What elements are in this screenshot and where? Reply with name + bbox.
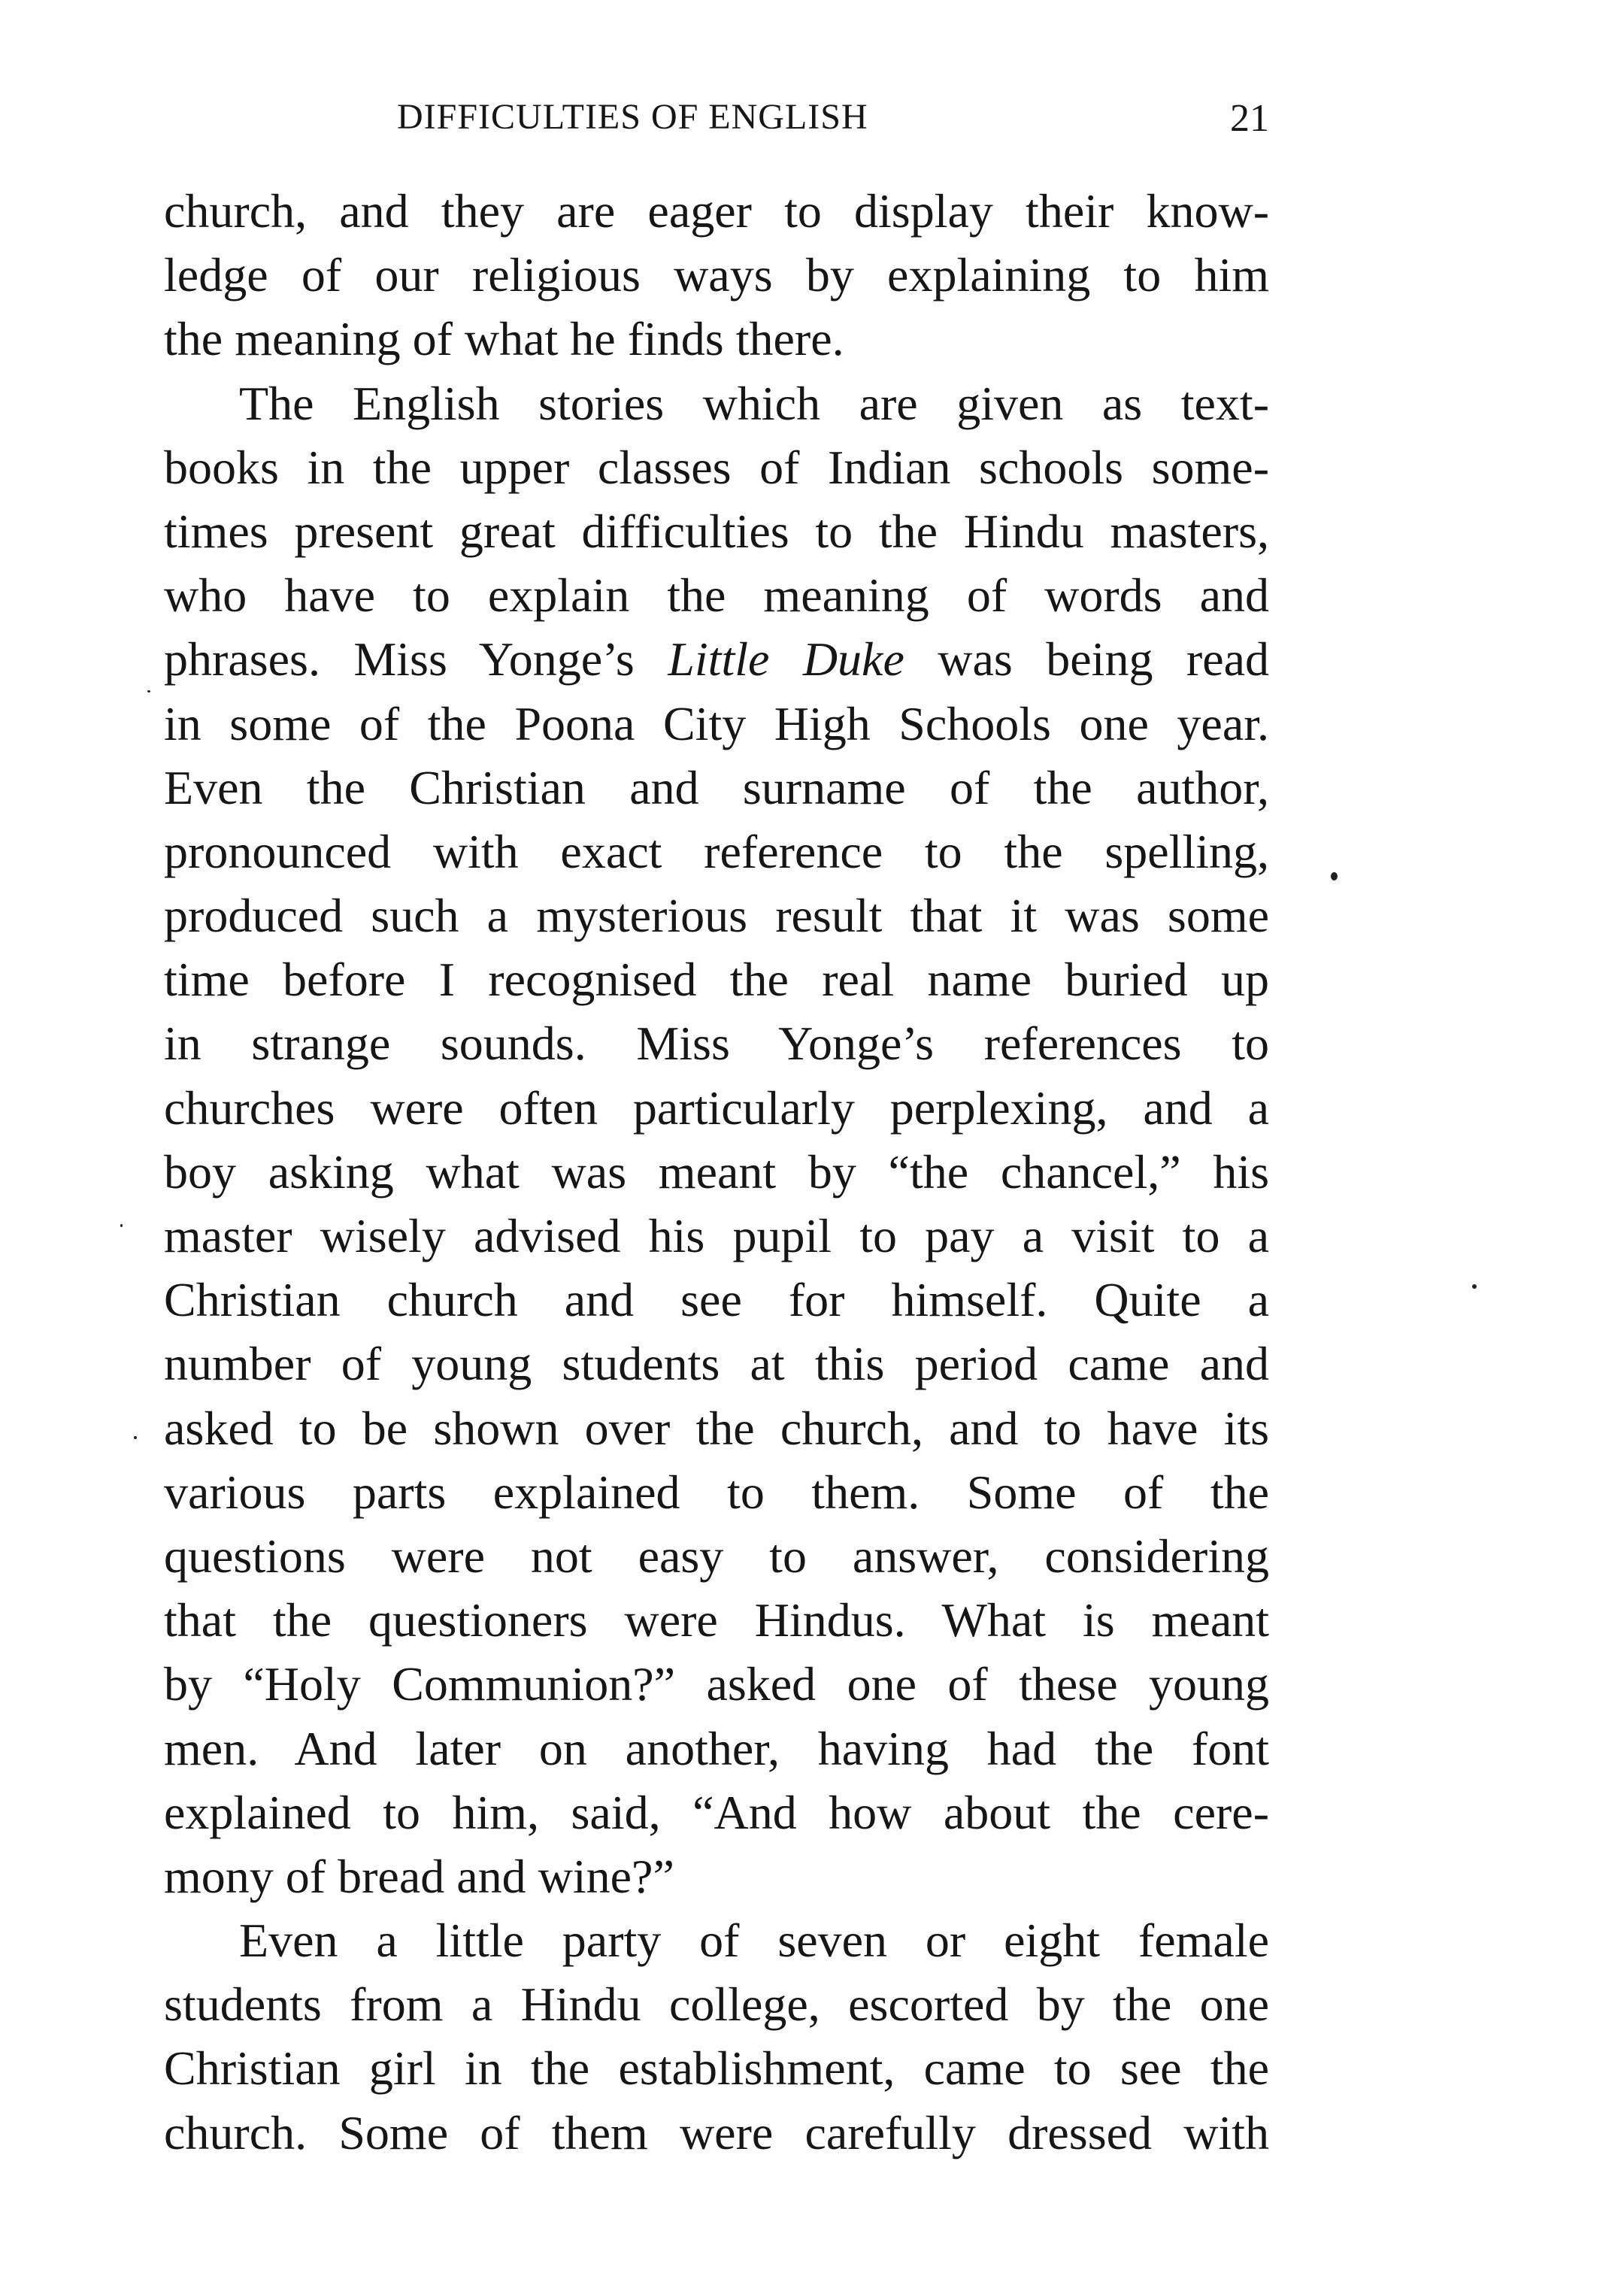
- text-line: who have to explain the meaning of words and: [164, 568, 1269, 623]
- ink-speck: [1472, 1284, 1477, 1289]
- text-line: that the questioners were Hindus. What is meant: [164, 1593, 1269, 1647]
- text-line: time before I recognised the real name buried up: [164, 953, 1269, 1007]
- ink-speck: [147, 690, 150, 692]
- ink-speck: [1331, 872, 1338, 880]
- text-line: Even the Christian and surname of the author,: [164, 760, 1269, 814]
- text-line: the meaning of what he finds there.: [164, 312, 844, 366]
- text-line: asked to be shown over the church, and to have its: [164, 1401, 1269, 1455]
- text-line: church, and they are eager to display their know-: [164, 184, 1269, 238]
- text-line: Even a little party of seven or eight female: [239, 1914, 1269, 1968]
- text-line: times present great difficulties to the Hindu masters,: [164, 504, 1269, 558]
- text-line: pronounced with exact reference to the spelling,: [164, 824, 1269, 878]
- text-line: The English stories which are given as text-: [239, 376, 1269, 430]
- italic-title: Little Duke: [668, 632, 904, 686]
- text-line: students from a Hindu college, escorted by the one: [164, 1977, 1269, 2032]
- text-line: boy asking what was meant by “the chancel,” his: [164, 1144, 1269, 1199]
- text-line: master wisely advised his pupil to pay a visit to a: [164, 1209, 1269, 1262]
- paragraph-3: [164, 1908, 1269, 2165]
- body-text: [164, 179, 1269, 2165]
- text-line: Christian church and see for himself. Quite a: [164, 1273, 1269, 1327]
- ink-speck: [134, 1436, 137, 1439]
- running-title: DIFFICULTIES OF ENGLISH: [397, 97, 868, 137]
- text-line: produced such a mysterious result that it was some: [164, 889, 1269, 943]
- text-line: questions were not easy to answer, considering: [164, 1529, 1269, 1583]
- text-line: in some of the Poona City High Schools one year.: [164, 696, 1269, 750]
- text-line: in strange sounds. Miss Yonge’s references to: [164, 1017, 1269, 1071]
- text-line: books in the upper classes of Indian schools some-: [164, 440, 1269, 494]
- text-line: men. And later on another, having had the font: [164, 1721, 1269, 1775]
- text-line: ledge of our religious ways by explaining to him: [164, 248, 1269, 302]
- line-part: phrases. Miss Yonge’s Little Duke was being read: [164, 632, 1270, 686]
- text-line: church. Some of them were carefully dressed with: [164, 2105, 1269, 2159]
- paragraph-1: [164, 179, 1269, 371]
- text-line: by “Holy Communion?” asked one of these young: [164, 1657, 1269, 1711]
- text-line: churches were often particularly perplexing, and a: [164, 1080, 1269, 1135]
- text-line: various parts explained to them. Some of the: [164, 1465, 1269, 1519]
- running-head: [164, 89, 1269, 149]
- text-line-with-italic: [164, 627, 1269, 691]
- ink-speck: [120, 1224, 123, 1227]
- text-line: mony of bread and wine?”: [164, 1849, 674, 1903]
- page-number: 21: [1230, 97, 1269, 140]
- text-line: explained to him, said, “And how about the cere-: [164, 1785, 1269, 1839]
- text-line: Christian girl in the establishment, came to see the: [164, 2041, 1269, 2096]
- text-line: number of young students at this period came and: [164, 1337, 1269, 1391]
- paragraph-2: [164, 371, 1269, 1909]
